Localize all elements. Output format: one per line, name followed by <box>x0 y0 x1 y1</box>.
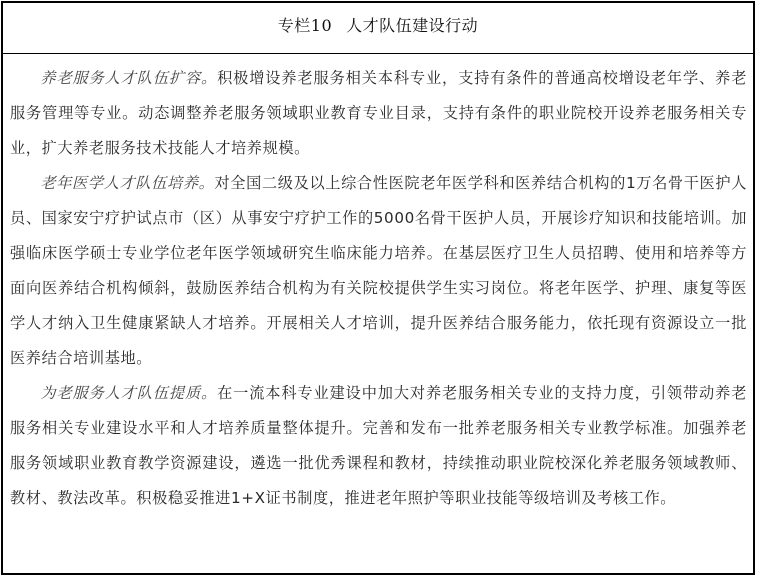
paragraph-service-talent-quality <box>10 376 747 516</box>
paragraph-lead: 养老服务人才队伍扩容。 <box>40 69 218 87</box>
box-title-number: 专栏10 <box>277 16 333 35</box>
paragraph-text: 对全国二级及以上综合性医院老年医学科和医养结合机构的1万名骨干医护人员、国家安宁疗护试点市（区）从事安宁疗护工作的5000名骨干医护人员，开展诊疗知识和技能培训。加强临床医学硕士专业学位老年医学领域研究生临床能力培养。在基层医疗卫生人员招聘、使用和培养等方面向医养结合机构倾斜，鼓励医养结合机构为有关院校提供学生实习岗位。将老年医学、护理、康复等医学人才纳入卫生健康紧缺人才培养。开展相关人才培训，提升医养结合服务能力，依托现有资源设立一批医养结合培训基地。 <box>10 174 747 367</box>
paragraph-geriatric-talent-training <box>10 166 747 376</box>
box-title-text: 人才队伍建设行动 <box>346 16 479 35</box>
paragraph-text: 在一流本科专业建设中加大对养老服务相关专业的支持力度，引领带动养老服务相关专业建设水平和人才培养质量整体提升。完善和发布一批养老服务相关专业教学标准。加强养老服务领域职业教育教学资源建设，遴选一批优秀课程和教材，持续推动职业院校深化养老服务领域教师、教材、教法改革。积极稳妥推进1+X证书制度，推进老年照护等职业技能等级培训及考核工作。 <box>10 384 747 507</box>
paragraph-elderly-care-talent-expansion <box>10 61 747 166</box>
column-box <box>1 1 755 575</box>
paragraph-lead: 为老服务人才队伍提质。 <box>40 384 218 402</box>
box-body <box>3 54 753 516</box>
paragraph-text: 积极增设养老服务相关本科专业，支持有条件的普通高校增设老年学、养老服务管理等专业。动态调整养老服务领域职业教育专业目录，支持有条件的职业院校开设养老服务相关专业，扩大养老服务技术技能人才培养规模。 <box>10 69 747 157</box>
paragraph-lead: 老年医学人才队伍培养。 <box>40 174 215 192</box>
box-title <box>3 3 753 54</box>
